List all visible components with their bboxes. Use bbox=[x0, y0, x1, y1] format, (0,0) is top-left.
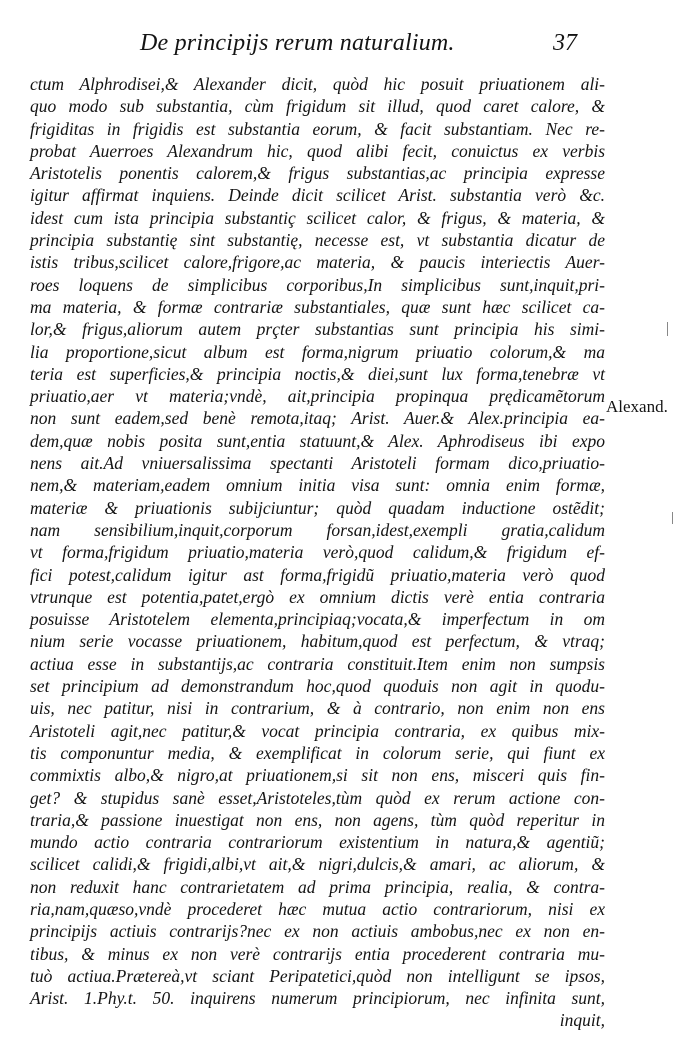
text-line: set principium ad demonstrandum hoc,quod quoduis non agit in quodu- bbox=[30, 676, 605, 697]
text-line: Aristotelis ponentis calorem,& frigus substantias,ac principia expresse bbox=[30, 163, 605, 184]
body-text bbox=[30, 73, 610, 1032]
text-line: nam sensibilium,inquit,corporum forsan,idest,exempli gratia,calidum bbox=[30, 519, 605, 540]
text-line: dem,quæ nobis posita sunt,entia statuunt,& Alex. Aphrodiseus ibi expo bbox=[30, 430, 605, 451]
text-line: nium serie vocasse priuationem, habitum,quod est perfectum, & vtraq; bbox=[30, 631, 605, 652]
text-line: traria,& passione inuestigat non ens, non agens, tùm quòd reperitur in bbox=[30, 809, 605, 830]
text-line: nens ait.Ad vniuersalissima spectanti Aristoteli formam dico,priuatio- bbox=[30, 453, 605, 474]
text-line: ctum Alphrodisei,& Alexander dicit, quòd hic posuit priuationem ali- bbox=[30, 74, 605, 94]
text-line: teria est superficies,& principia noctis,& diei,sunt lux forma,tenebræ vt bbox=[30, 363, 605, 384]
margin-note: Alexand. bbox=[606, 397, 668, 416]
text-line: lor,& frigus,aliorum autem prçter substantias sunt principia his simi- bbox=[30, 319, 605, 340]
running-header: De principijs rerum naturalium. bbox=[140, 30, 455, 56]
text-line: get? & stupidus sanè esset,Aristoteles,tùm quòd ex rerum actione con- bbox=[30, 787, 605, 808]
text-line: roes loquens de simplicibus corporibus,In simplicibus sunt,inquit,pri- bbox=[30, 274, 605, 295]
text-line: actiua esse in substantijs,ac contraria constituit.Item enim non sumpsis bbox=[30, 653, 605, 674]
text-line: igitur affirmat inquiens. Deinde dicit scilicet Arist. substantia verò &c. bbox=[30, 185, 605, 206]
text-line: Arist. 1.Phy.t. 50. inquirens numerum principiorum, nec infinita sunt, bbox=[30, 988, 605, 1009]
text-line: tibus, & minus ex non verè contrarijs entia procederent contraria mu- bbox=[30, 943, 605, 964]
text-line: mundo actio contraria contrariorum existentium in natura,& agentiũ; bbox=[30, 832, 605, 853]
text-line: idest cum ista principia substantiç scilicet calor, & frigus, & materia, & bbox=[30, 207, 605, 228]
text-line: vtrunque est potentia,patet,ergò ex omnium dictis verè entia contraria bbox=[30, 586, 605, 607]
text-line: principijs actiuis contrarijs?nec ex non actiuis ambobus,nec ex non en- bbox=[30, 921, 605, 942]
text-line: quo modo sub substantia, cùm frigidum sit illud, quod caret calore, & bbox=[30, 96, 605, 117]
margin-mark bbox=[672, 512, 673, 524]
text-line: vt forma,frigidum priuatio,materia verò,quod calidum,& frigidum ef- bbox=[30, 542, 605, 563]
text-line: probat Auerroes Alexandrum hic, quod alibi fecit, conuictus ex verbis bbox=[30, 140, 605, 161]
text-line: tis componuntur media, & exemplificat in colorum serie, qui fiunt ex bbox=[30, 742, 605, 763]
margin-mark bbox=[667, 322, 668, 336]
text-line: materiæ & priuationis subijciuntur; quòd quadam inductione ostẽdit; bbox=[30, 497, 605, 518]
text-line: ria,nam,quæso,vndè procederet hæc mutua actio contrariorum, nisi ex bbox=[30, 898, 605, 919]
text-line: lia proportione,sicut album est forma,nigrum priuatio colorum,& ma bbox=[30, 341, 605, 362]
text-line: uis, nec patitur, nisi in contrarium, & à contrario, non enim non ens bbox=[30, 698, 605, 719]
text-line: priuatio,aer vt materia;vndè, ait,principia propinqua prędicamẽtorum bbox=[30, 386, 605, 407]
text-line: ma materia, & formæ contrariæ substantiales, quæ sunt hæc scilicet ca- bbox=[30, 296, 605, 317]
text-line: commixtis albo,& nigro,at priuationem,si sit non ens, misceri quis fin- bbox=[30, 765, 605, 786]
text-line: istis tribus,scilicet calore,frigore,ac materia, & paucis interiectis Auer- bbox=[30, 252, 605, 273]
text-line: nem,& materiam,eadem omnium initia visa sunt: omnia enim formæ, bbox=[30, 475, 605, 496]
text-line: Aristoteli agit,nec patitur,& vocat principia contraria, ex quibus mix- bbox=[30, 720, 605, 741]
text-line: frigiditas in frigidis est substantia eorum, & facit substantiam. Nec re- bbox=[30, 118, 605, 139]
text-line: scilicet calidi,& frigidi,albi,vt ait,& nigri,dulcis,& amari, ac aliorum, & bbox=[30, 854, 605, 875]
text-line: principia substantię sint substantię, necesse est, vt substantia dicatur de bbox=[30, 230, 605, 251]
text-line: tuò actiua.Prætereà,vt sciant Peripatetici,quòd non intelligunt se ipsos, bbox=[30, 965, 605, 986]
text-line: non reduxit hanc contrarietatem ad prima principia, realia, & contra- bbox=[30, 876, 605, 897]
text-line: non sunt eadem,sed benè remota,itaq; Arist. Auer.& Alex.principia ea- bbox=[30, 408, 605, 429]
text-line: posuisse Aristotelem elementa,principiaq;vocata,& imperfectum in om bbox=[30, 609, 605, 630]
catchword: inquit, bbox=[559, 1010, 605, 1031]
text-line: fici potest,calidum igitur ast forma,frigidũ priuatio,materia verò quod bbox=[30, 564, 605, 585]
page-number: 37 bbox=[553, 30, 577, 56]
